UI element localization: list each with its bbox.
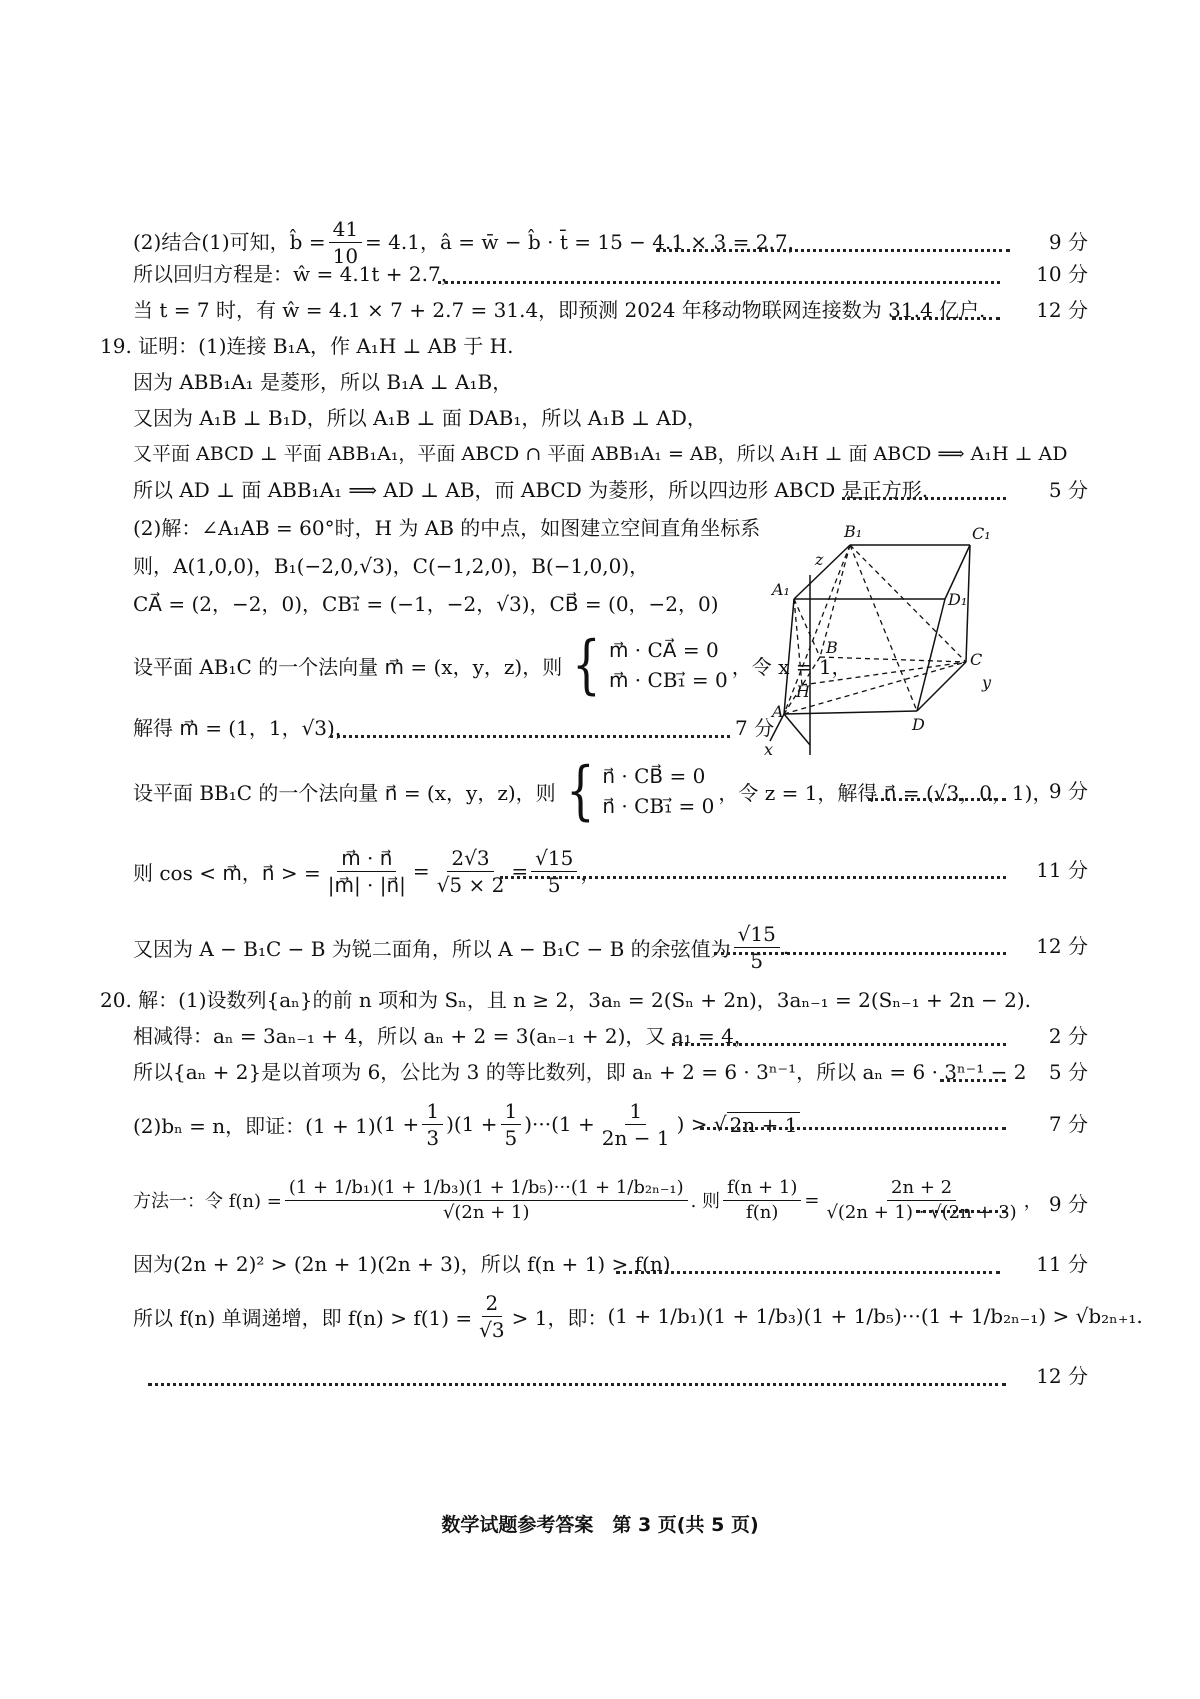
q19-equation-system-n: { n⃗ · CB⃗ = 0 n⃗ · CB₁⃗ = 0 — [565, 754, 715, 828]
q18-regression-text: 所以回归方程是：ŵ = 4.1t + 2.7， — [133, 262, 461, 286]
q19-cos-fraction-2: $\frac{2√3}{√5 \times 2}$ — [436, 845, 505, 897]
q19-text: 又平面 ABCD ⊥ 平面 ABB₁A₁，平面 ABCD ∩ 平面 ABB₁A₁ = AB，所以 A₁H ⊥ 面 ABCD ⟹ A₁H ⊥ AD — [133, 443, 1068, 465]
q19-normal-m-lead: 设平面 AB₁C 的一个法向量 m⃗ = (x，y，z)，则 — [133, 654, 563, 679]
score-label: 12 分 — [1036, 298, 1088, 322]
label-c: C — [970, 650, 983, 669]
q19-final-fraction: √15 5 — [734, 923, 780, 972]
q18-b-fraction: $\frac{41}{10}$ — [329, 218, 362, 267]
score-label: 7 分 — [735, 716, 775, 740]
label-b: B — [826, 638, 838, 657]
page-footer: 数学试题参考答案 第 3 页(共 5 页) — [441, 1514, 759, 1536]
q19-equation-system-m: { m⃗ · CA⃗ = 0 m⃗ · CB₁⃗ = 0 — [572, 628, 728, 702]
label-c1: C₁ — [972, 524, 991, 543]
leader-dots — [714, 952, 1006, 955]
q19-cos-fraction-1: $\frac{m⃗ \cdot n⃗}{|m⃗| \cdot |n⃗|}$ — [327, 845, 406, 897]
leader-dots — [656, 249, 1010, 252]
q19-line-5 — [0, 470, 1200, 510]
label-x: x — [764, 740, 774, 759]
score-label: 10 分 — [1036, 262, 1088, 286]
q18-part2-rest: = 4.1，â = w̄ − b̂ · t̄ = 15 − 4.1 × 3 = 2.7， — [365, 230, 808, 254]
leader-dots — [438, 281, 1000, 284]
leader-dots — [672, 1043, 1006, 1046]
q19-cosine-line: 则 cos < m⃗，n⃗ > = $\frac{m⃗ \cdot n⃗}{|m⃗| \cdot |n⃗|}$ = $\frac{2√3}{√5 \times 2}$ = $\frac{√15}{5}$ ， 11 分 — [133, 845, 1088, 897]
leader-dots — [616, 1271, 1000, 1274]
q20-inequality: (1 + 1/b₁)(1 + 1/b₃)(1 + 1/b₅)···(1 + 1/b₂ₙ₋₁) > √b₂ₙ₊₁. — [607, 1304, 1143, 1328]
score-label: 11 分 — [1036, 858, 1088, 882]
q18-b-hat: b̂ = — [289, 230, 326, 254]
q18-part2-lead: (2)结合(1)可知， — [133, 230, 290, 254]
q19-normal-n-lead: 设平面 BB₁C 的一个法向量 n⃗ = (x，y，z)，则 — [133, 780, 556, 805]
q18-prediction-text: 当 t = 7 时，有 ŵ = 4.1 × 7 + 2.7 = 31.4，即预测 2024 年移动物联网连接数为 31.4 亿户. — [133, 298, 986, 322]
label-a1: A₁ — [772, 580, 790, 599]
q19-line-2 — [0, 362, 1200, 402]
score-label: 11 分 — [1036, 1252, 1088, 1276]
q20-solution-start: 20. 解：(1)设数列{aₙ}的前 n 项和为 Sₙ，且 n ≥ 2，3aₙ = 2(Sₙ + 2n)，3aₙ₋₁ = 2(Sₙ₋₁ + 2n − 2). — [100, 988, 1032, 1012]
score-label: 5 分 — [1048, 478, 1088, 502]
q19-cos-fraction-3: $\frac{√15}{5}$ — [531, 847, 577, 896]
q20-text: 所以{aₙ + 2}是以首项为 6，公比为 3 的等比数列，即 aₙ + 2 = 6 · 3ⁿ⁻¹，所以 aₙ = 6 · 3ⁿ⁻¹ − 2 — [133, 1060, 1027, 1084]
score-label: 2 分 — [1048, 1024, 1088, 1048]
q19-text: (2)解：∠A₁AB = 60°时，H 为 AB 的中点，如图建立空间直角坐标系 — [133, 516, 761, 540]
q20-line-8 — [0, 1356, 1200, 1396]
leader-dots — [940, 1079, 1006, 1082]
q18-regression-line — [0, 254, 1200, 294]
q19-line-3 — [0, 398, 1200, 438]
q20-fn-definition: $\frac{\text{(1 + 1/b₁)(1 + 1/b₃)(1 + 1/b₅)···(1 + 1/b₂ₙ₋₁)}}{√(2n + 1)}$ — [285, 1178, 688, 1223]
leader-dots — [500, 876, 1006, 879]
q19-m-solution: 解得 m⃗ = (1，1，√3)， — [133, 716, 355, 740]
q18-prediction-line — [0, 290, 1200, 330]
label-d: D — [912, 715, 925, 734]
label-z: z — [815, 550, 824, 569]
q20-line-4: (2)bₙ = n，即证：(1 + 1) (1 + $\frac{1}{3}$ )(1 + $\frac{1}{5}$ )···(1 + $\frac{1}{2n - 1}$ ) > √ 2n + 1 7 分 — [133, 1098, 1088, 1150]
score-label: 7 分 — [1048, 1112, 1088, 1136]
label-y: y — [982, 673, 992, 692]
q19-text: 所以 AD ⊥ 面 ABB₁A₁ ⟹ AD ⊥ AB，而 ABCD 为菱形，所以四边形 ABCD 是正方形. — [133, 478, 929, 502]
score-label: 12 分 — [1036, 934, 1088, 958]
q19-normal-m-line: 设平面 AB₁C 的一个法向量 m⃗ = (x，y，z)，则 { m⃗ · CA⃗ = 0 m⃗ · CB₁⃗ = 0 ，令 x = 1， — [133, 628, 852, 702]
leader-dots — [892, 317, 1000, 320]
q19-line-4 — [0, 434, 1200, 474]
q19-text: 又因为 A₁B ⊥ B₁D，所以 A₁B ⊥ 面 DAB₁，所以 A₁B ⊥ AD， — [133, 406, 707, 430]
score-label: 12 分 — [1036, 1364, 1088, 1388]
q20-text: 因为(2n + 2)² > (2n + 1)(2n + 3)，所以 f(n + 1) > f(n) — [133, 1252, 671, 1276]
q19-coordinates: 则，A(1,0,0)，B₁(−2,0,√3)，C(−1,2,0)，B(−1,0,0)， — [133, 554, 650, 578]
leader-dots — [916, 1210, 1006, 1213]
label-a: A — [772, 702, 784, 721]
leader-dots — [330, 735, 730, 738]
leader-dots — [148, 1383, 1006, 1386]
label-d1: D₁ — [948, 590, 968, 609]
leader-dots — [842, 497, 1006, 500]
prism-diagram — [764, 522, 1120, 810]
q20-line-3 — [0, 1052, 1200, 1092]
q20-line-1 — [0, 980, 1200, 1020]
q19-line-6 — [0, 508, 1200, 548]
q20-text: 相减得：aₙ = 3aₙ₋₁ + 4，所以 aₙ + 2 = 3(aₙ₋₁ + 2)，又 a₁ = 4， — [133, 1024, 754, 1048]
q20-line-5: 方法一：令 f(n) = $\frac{\text{(1 + 1/b₁)(1 + 1/b₃)(1 + 1/b₅)···(1 + 1/b₂ₙ₋₁)}}{√(2n + 1)}$ . 则 $\frac{f(n + 1)}{f(n)}$ = $\frac{2n + 2}{√(2n + 1) \cdot √(2n + 3)}$ ， 9 分 — [133, 1176, 1088, 1223]
score-label: 9 分 — [1048, 1192, 1088, 1216]
geometry-figure — [764, 522, 1120, 810]
q19-proof-start: 19. 证明：(1)连接 B₁A，作 A₁H ⊥ AB 于 H. — [100, 334, 514, 358]
q20-line-7: 所以 f(n) 单调递增，即 f(n) > f(1) = $\frac{2}{√3}$ > 1，即： (1 + 1/b₁)(1 + 1/b₃)(1 + 1/b₅)···(1 + 1/b₂ₙ₋₁) > √b₂ₙ₊₁. — [133, 1290, 1143, 1342]
score-label: 9 分 — [1048, 230, 1088, 254]
label-b1: B₁ — [844, 522, 863, 541]
label-h: H — [796, 682, 810, 701]
score-label: 9 分 — [1048, 779, 1088, 803]
leader-dots — [700, 1127, 1006, 1130]
q19-text: 因为 ABB₁A₁ 是菱形，所以 B₁A ⊥ A₁B， — [133, 370, 513, 394]
q19-vectors: CA⃗ = (2，−2，0)，CB₁⃗ = (−1，−2，√3)，CB⃗ = (0，−2，0) — [133, 592, 719, 616]
score-label: 5 分 — [1048, 1060, 1088, 1084]
q19-normal-n-line: 设平面 BB₁C 的一个法向量 n⃗ = (x，y，z)，则 { n⃗ · CB⃗ = 0 n⃗ · CB₁⃗ = 0 ，令 z = 1，解得 n⃗ = (√3，0，1)， 9 分 — [133, 754, 1088, 828]
q19-conclusion-line: 又因为 A − B₁C − B 为锐二面角，所以 A − B₁C − B 的余弦值为 √15 5 . 12 分 — [133, 921, 1088, 973]
q20-line-6 — [0, 1244, 1200, 1284]
q20-line-2 — [0, 1016, 1200, 1056]
q19-line-1 — [0, 326, 1200, 366]
